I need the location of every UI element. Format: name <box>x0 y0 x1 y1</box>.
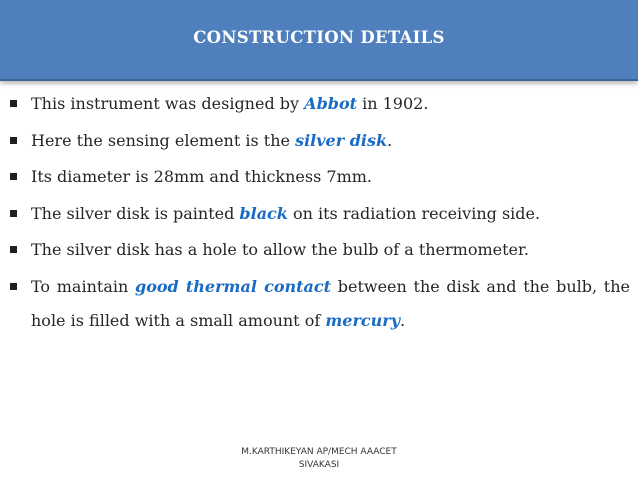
emphasis-text: Abbot <box>304 94 358 113</box>
emphasis-text: silver disk <box>295 130 388 150</box>
bullet-item <box>8 270 630 338</box>
bullet-square-icon <box>10 283 17 290</box>
footer-author: M.KARTHIKEYAN AP/MECH AAACET <box>241 447 397 457</box>
bullet-text: between the disk and the bulb, the hole is filled with a small amount of <box>31 276 630 330</box>
bullet-item <box>8 93 630 115</box>
bullet-item <box>8 130 630 152</box>
bullet-square-icon <box>10 137 17 144</box>
emphasis-text: mercury <box>325 310 400 330</box>
bullet-text: . <box>399 310 406 330</box>
emphasis-text: good thermal contact <box>135 276 332 296</box>
bullet-text: Here the sensing element is the <box>31 130 296 150</box>
footer-location: SIVAKASI <box>298 460 340 470</box>
bullet-text: . <box>387 130 393 150</box>
bullet-text: in 1902. <box>357 94 429 113</box>
bullet-square-icon <box>10 100 17 107</box>
bullet-item <box>8 239 630 261</box>
footer <box>0 446 638 472</box>
title-bar <box>0 0 638 81</box>
bullet-text: Its diameter is 28mm and thickness 7mm. <box>31 167 372 186</box>
bullet-list <box>8 93 630 352</box>
bullet-item <box>8 203 630 225</box>
emphasis-text: black <box>239 203 288 223</box>
slide-title: CONSTRUCTION DETAILS <box>193 28 445 47</box>
bullet-square-icon <box>10 246 17 253</box>
bullet-text: The silver disk has a hole to allow the bulb of a thermometer. <box>31 240 529 259</box>
bullet-square-icon <box>10 173 17 180</box>
bullet-text: To maintain <box>31 276 135 296</box>
bullet-text: The silver disk is painted <box>31 203 240 223</box>
bullet-text: This instrument was designed by <box>31 94 305 113</box>
bullet-square-icon <box>10 210 17 217</box>
bullet-item <box>8 166 630 188</box>
bullet-text: on its radiation receiving side. <box>287 203 541 223</box>
